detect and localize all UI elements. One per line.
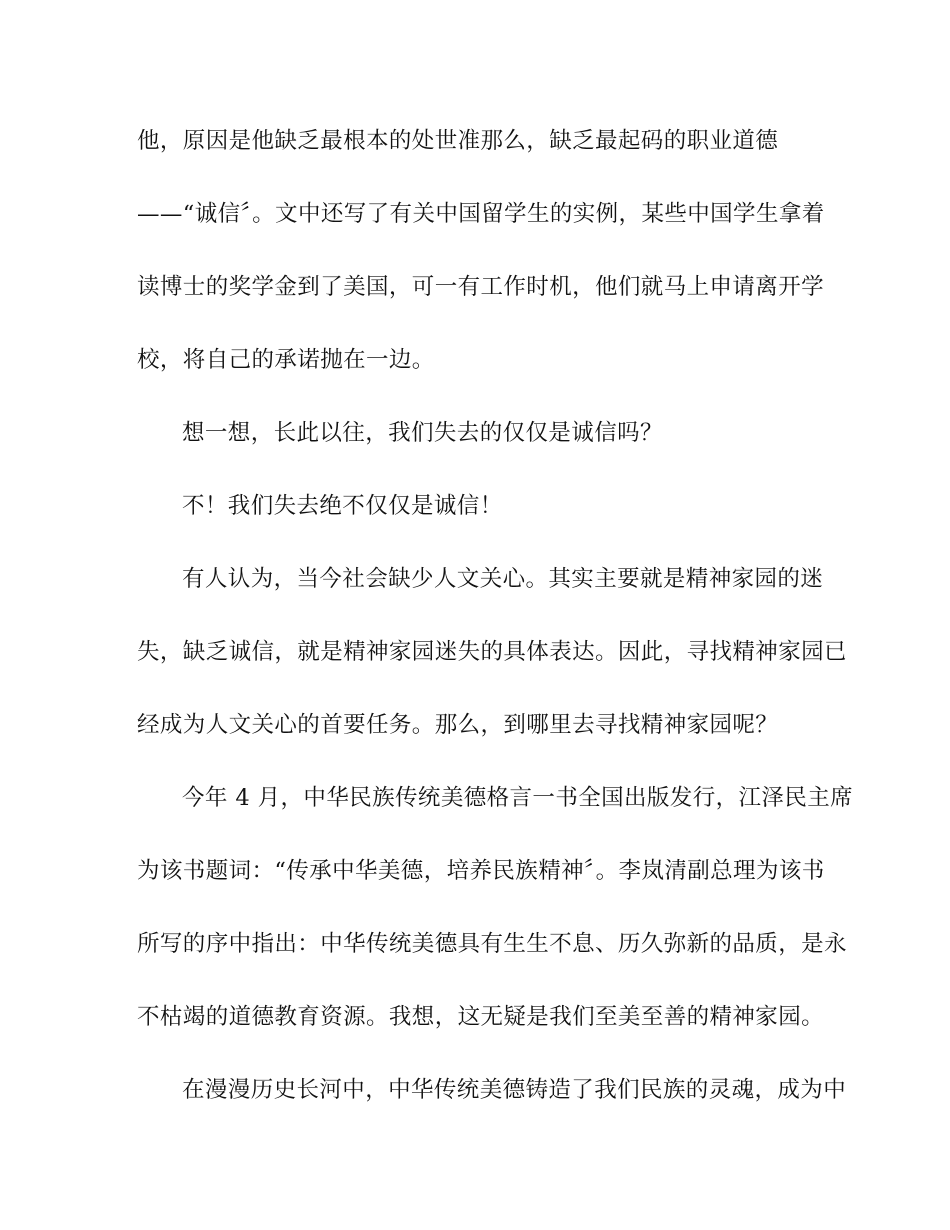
- text-line: ——“诚信〞。文中还写了有关中国留学生的实例，某些中国学生拿着: [137, 201, 825, 227]
- text-line: 所写的序中指出：中华传统美德具有生生不息、历久弥新的品质，是永: [137, 931, 847, 957]
- paragraph-first-line: 有人认为，当今社会缺少人文关心。其实主要就是精神家园的迷: [182, 566, 824, 592]
- paragraph-first-line: 想一想，长此以往，我们失去的仅仅是诚信吗？: [182, 420, 663, 446]
- text-line: 为该书题词：“传承中华美德，培养民族精神〞。李岚清副总理为该书: [137, 858, 825, 884]
- text-line: 失，缺乏诚信，就是精神家园迷失的具体表达。因此，寻找精神家园已: [137, 639, 847, 665]
- paragraph-first-line: 今年 4 月，中华民族传统美德格言一书全国出版发行，江泽民主席: [182, 785, 854, 811]
- text-line: 读博士的奖学金到了美国，可一有工作时机，他们就马上申请离开学: [137, 274, 825, 300]
- text-line: 不枯竭的道德教育资源。我想，这无疑是我们至美至善的精神家园。: [137, 1004, 825, 1030]
- text-line: 他，原因是他缺乏最根本的处世准那么，缺乏最起码的职业道德: [137, 128, 779, 154]
- text-line: 经成为人文关心的首要任务。那么，到哪里去寻找精神家园呢？: [137, 712, 779, 738]
- text-line: 校，将自己的承诺抛在一边。: [137, 347, 435, 373]
- paragraph-first-line: 在漫漫历史长河中，中华传统美德铸造了我们民族的灵魂，成为中: [182, 1077, 847, 1103]
- paragraph-first-line: 不！我们失去绝不仅仅是诚信！: [182, 493, 503, 519]
